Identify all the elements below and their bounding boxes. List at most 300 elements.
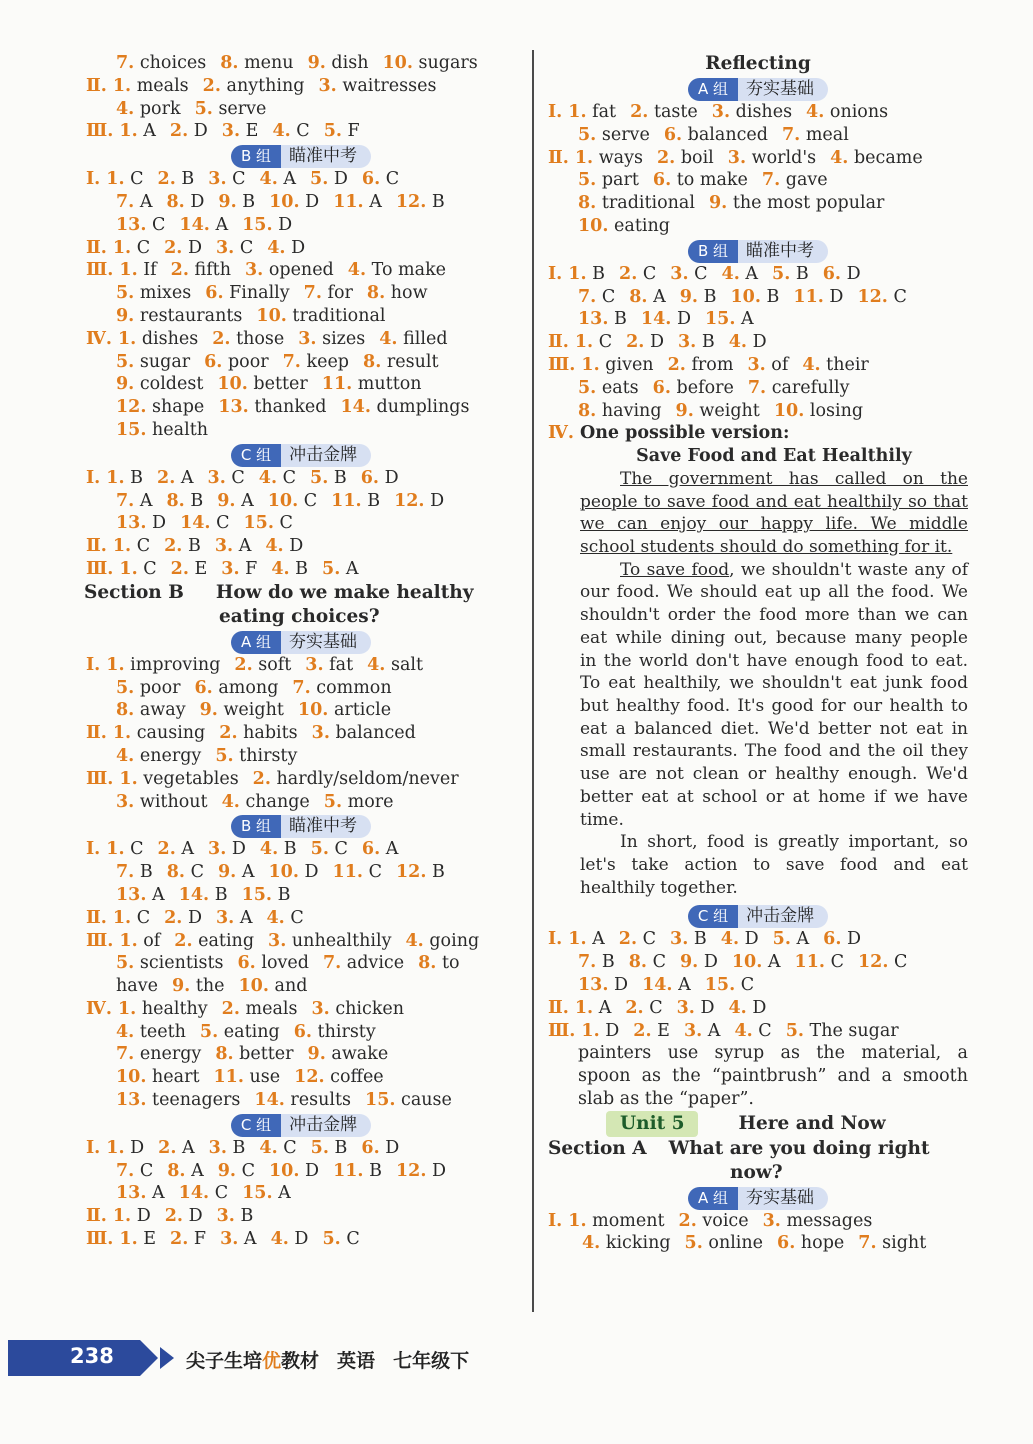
item-number: 12. bbox=[116, 397, 147, 418]
item-number: 2. bbox=[212, 328, 231, 349]
answer-text: common bbox=[316, 677, 392, 698]
answer-text: sight bbox=[882, 1233, 927, 1254]
item-number: 10. bbox=[268, 862, 299, 883]
item-number: 13. bbox=[116, 214, 147, 235]
answer-text: E bbox=[657, 1020, 670, 1041]
item-number: 4. bbox=[802, 354, 821, 375]
answer-text: balanced bbox=[687, 124, 768, 145]
answer-text: voice bbox=[702, 1210, 749, 1231]
answer-text: poor bbox=[139, 677, 181, 698]
item-number: 5. bbox=[323, 791, 343, 812]
item-number: 7. bbox=[116, 191, 135, 212]
answer-text: to bbox=[441, 953, 460, 974]
answer-text: waitresses bbox=[342, 75, 437, 96]
answer-text: B bbox=[232, 1137, 246, 1158]
item-number: 13. bbox=[116, 1183, 147, 1204]
answer-text: B bbox=[130, 467, 144, 488]
answer-text: meals bbox=[136, 75, 189, 96]
answer-text: more bbox=[347, 791, 394, 812]
group-badge: B 组 bbox=[688, 240, 738, 263]
answer-text: awake bbox=[331, 1044, 389, 1065]
left-column bbox=[86, 52, 516, 1251]
answer-text: causing bbox=[136, 723, 206, 744]
answer-text: have bbox=[116, 976, 158, 997]
answer-text: D bbox=[193, 121, 208, 142]
item-number: 7. bbox=[578, 286, 597, 307]
roman-numeral: Ⅲ. bbox=[86, 260, 114, 281]
item-number: 3. bbox=[762, 1210, 781, 1231]
item-number: 7. bbox=[781, 124, 801, 145]
answer-text: coffee bbox=[330, 1067, 384, 1088]
answer-row bbox=[548, 1232, 968, 1255]
answer-row bbox=[86, 768, 516, 791]
answer-text: D bbox=[384, 467, 399, 488]
answer-text: D bbox=[700, 997, 715, 1018]
item-number: 1. bbox=[581, 1020, 600, 1041]
answer-text: B bbox=[139, 862, 153, 883]
answer-row bbox=[86, 907, 516, 930]
answer-text: B bbox=[214, 884, 228, 905]
answer-text: A bbox=[152, 1183, 165, 1204]
item-number: 2. bbox=[252, 768, 271, 789]
item-number: 11. bbox=[793, 286, 824, 307]
item-number: 10. bbox=[217, 374, 248, 395]
answer-text: D bbox=[291, 237, 306, 258]
answer-text: B bbox=[431, 191, 445, 212]
answer-text: messages bbox=[786, 1210, 873, 1231]
item-number: 4. bbox=[259, 169, 278, 190]
answer-text: C bbox=[139, 1160, 154, 1181]
answer-row bbox=[86, 791, 516, 814]
answer-text: C bbox=[143, 558, 157, 579]
item-number: 1. bbox=[112, 75, 132, 96]
item-number: 14. bbox=[180, 513, 211, 534]
item-number: 7. bbox=[292, 677, 311, 698]
column-divider bbox=[532, 50, 534, 1312]
item-number: 5. bbox=[194, 98, 213, 119]
answer-text: C bbox=[649, 997, 663, 1018]
item-number: 14. bbox=[179, 214, 210, 235]
roman-numeral: Ⅰ. bbox=[548, 929, 563, 950]
answer-row bbox=[86, 419, 516, 442]
answer-text: B bbox=[701, 332, 715, 353]
group-title: 冲击金牌 bbox=[281, 444, 371, 467]
item-number: 4. bbox=[221, 791, 240, 812]
item-number: 6. bbox=[361, 1137, 380, 1158]
roman-numeral: Ⅰ. bbox=[548, 102, 563, 122]
item-number: 13. bbox=[116, 1090, 147, 1111]
item-number: 10. bbox=[382, 53, 413, 73]
item-number: 10. bbox=[269, 1160, 300, 1181]
answer-text: A bbox=[385, 839, 399, 860]
answer-text: C bbox=[740, 974, 755, 995]
roman-numeral: Ⅱ. bbox=[86, 75, 107, 96]
answer-text: B bbox=[283, 839, 297, 860]
item-number: 13. bbox=[578, 309, 609, 330]
item-number: 3. bbox=[216, 1206, 235, 1227]
answer-text: kicking bbox=[605, 1233, 671, 1254]
answer-text: D bbox=[847, 929, 862, 950]
item-number: 4. bbox=[720, 929, 740, 950]
answer-text: D bbox=[136, 1206, 151, 1227]
group-title: 冲击金牌 bbox=[281, 1114, 371, 1137]
group-title: 瞄准中考 bbox=[281, 815, 371, 838]
answer-text: D bbox=[614, 974, 629, 995]
answer-text: away bbox=[139, 700, 186, 721]
book-title bbox=[186, 1346, 469, 1373]
item-number: 8. bbox=[116, 700, 135, 721]
answer-text: traditional bbox=[292, 305, 386, 326]
roman-numeral: Ⅰ. bbox=[86, 1137, 101, 1158]
item-number: 1. bbox=[106, 1137, 125, 1158]
roman-numeral: Ⅰ. bbox=[86, 654, 101, 675]
answer-text: coldest bbox=[139, 374, 204, 395]
item-number: 3. bbox=[268, 930, 287, 951]
answer-row bbox=[86, 535, 516, 558]
item-number: 7. bbox=[282, 351, 301, 372]
item-number: 8. bbox=[578, 193, 597, 214]
answer-text: C bbox=[893, 286, 907, 307]
answer-text: C bbox=[130, 839, 144, 860]
answer-text: loved bbox=[261, 953, 309, 974]
answer-text: thirsty bbox=[317, 1021, 376, 1042]
item-number: 5. bbox=[310, 467, 329, 488]
answer-text: spoon as the “paintbrush” and a smooth bbox=[578, 1066, 968, 1087]
answer-text: world's bbox=[751, 147, 817, 168]
answer-text: C bbox=[642, 263, 657, 284]
group-badge: A 组 bbox=[231, 631, 281, 654]
item-number: 4. bbox=[728, 997, 747, 1018]
item-number: 2. bbox=[633, 1020, 652, 1041]
answer-row bbox=[86, 98, 516, 121]
item-number: 4. bbox=[259, 839, 279, 860]
answer-text: unhealthily bbox=[291, 930, 392, 951]
answer-text: fat bbox=[329, 654, 354, 675]
item-number: 2. bbox=[619, 263, 638, 284]
answer-text: B bbox=[592, 263, 606, 284]
item-number: 7. bbox=[747, 377, 767, 398]
answer-text: C bbox=[136, 237, 151, 258]
item-number: 5. bbox=[684, 1233, 703, 1254]
answer-text: D bbox=[294, 1229, 309, 1250]
answer-text: A bbox=[143, 121, 156, 142]
item-number: 8. bbox=[166, 191, 185, 212]
group-header-b bbox=[86, 143, 516, 168]
item-number: 5. bbox=[215, 745, 234, 766]
answer-text: C bbox=[296, 121, 310, 142]
item-number: 9. bbox=[679, 952, 699, 973]
answer-text: shape bbox=[152, 397, 205, 418]
item-number: 5. bbox=[116, 953, 135, 974]
answer-text: heart bbox=[152, 1067, 200, 1088]
grade-label: 七年级下 bbox=[393, 1350, 470, 1372]
item-number: 9. bbox=[217, 862, 237, 883]
answer-text: C bbox=[136, 536, 151, 557]
item-number: 5. bbox=[116, 283, 135, 304]
answer-text: sizes bbox=[322, 328, 366, 349]
item-number: 3. bbox=[305, 654, 324, 675]
item-number: 9. bbox=[116, 305, 135, 326]
answer-text: C bbox=[642, 929, 657, 950]
answer-text: eats bbox=[601, 377, 639, 398]
answer-row bbox=[86, 512, 516, 535]
item-number: 11. bbox=[213, 1067, 244, 1088]
answer-text: A bbox=[241, 862, 255, 883]
roman-numeral: Ⅱ. bbox=[86, 536, 107, 557]
essay-body bbox=[548, 468, 968, 899]
answer-text: weight bbox=[223, 700, 284, 721]
item-number: 2. bbox=[234, 654, 253, 675]
answer-text: hardly/seldom/never bbox=[276, 768, 459, 789]
answer-row bbox=[548, 354, 968, 377]
item-number: 4. bbox=[830, 147, 849, 168]
reflecting-heading: Reflecting bbox=[705, 53, 811, 74]
answer-text: C bbox=[652, 952, 666, 973]
answer-row bbox=[548, 400, 968, 423]
roman-numeral: Ⅲ. bbox=[86, 930, 114, 951]
item-number: 3. bbox=[683, 1020, 703, 1041]
essay-label: One possible version: bbox=[579, 423, 790, 444]
answer-text: A bbox=[345, 558, 359, 579]
item-number: 2. bbox=[164, 237, 183, 258]
item-number: 10. bbox=[730, 286, 761, 307]
answer-text: painters use syrup as the material, a bbox=[578, 1043, 968, 1064]
answer-text: losing bbox=[809, 400, 864, 421]
answer-text: slab as the “paper”. bbox=[578, 1088, 754, 1109]
item-number: 1. bbox=[106, 839, 125, 860]
answer-text: D bbox=[305, 191, 320, 212]
item-number: 14. bbox=[178, 884, 210, 905]
answer-text: mixes bbox=[139, 283, 192, 304]
answer-row bbox=[86, 467, 516, 490]
answer-text: D bbox=[187, 237, 202, 258]
subject-label: 英语 bbox=[337, 1350, 376, 1372]
group-title: 夯实基础 bbox=[738, 78, 828, 101]
group-badge: A 组 bbox=[688, 1187, 738, 1210]
item-number: 3. bbox=[311, 723, 330, 744]
item-number: 4. bbox=[116, 98, 135, 119]
answer-text: dishes bbox=[141, 328, 199, 349]
item-number: 12. bbox=[395, 191, 427, 212]
item-number: 1. bbox=[574, 997, 594, 1018]
answer-row bbox=[548, 286, 968, 309]
answer-text: To make bbox=[371, 260, 447, 281]
answer-text: The sugar bbox=[809, 1020, 899, 1041]
item-number: 4. bbox=[270, 1229, 289, 1250]
answer-text: those bbox=[236, 328, 285, 349]
item-number: 15. bbox=[243, 513, 274, 534]
roman-numeral: Ⅲ. bbox=[86, 121, 114, 142]
item-number: 1. bbox=[119, 1229, 138, 1250]
answer-row bbox=[548, 192, 968, 215]
answer-text: If bbox=[143, 260, 157, 281]
roman-numeral: Ⅰ. bbox=[86, 467, 101, 488]
item-number: 1. bbox=[117, 328, 137, 349]
item-number: 6. bbox=[652, 170, 672, 191]
item-number: 11. bbox=[794, 952, 825, 973]
section-title-cont: eating choices? bbox=[219, 605, 380, 627]
item-number: 11. bbox=[333, 1160, 364, 1181]
answer-text: having bbox=[601, 400, 662, 421]
answer-text: eating bbox=[614, 215, 670, 236]
item-number: 4. bbox=[259, 1137, 278, 1158]
answer-text: B bbox=[766, 286, 780, 307]
item-number: 3. bbox=[221, 121, 241, 142]
answer-text: balanced bbox=[335, 723, 416, 744]
item-number: 5. bbox=[322, 558, 341, 579]
answer-text: D bbox=[829, 286, 844, 307]
answer-text: ways bbox=[598, 147, 643, 168]
essay-paragraph-2 bbox=[580, 559, 968, 831]
item-number: 11. bbox=[321, 374, 353, 395]
roman-numeral: Ⅰ. bbox=[86, 169, 101, 190]
answer-text: D bbox=[231, 839, 246, 860]
answer-row bbox=[86, 975, 516, 998]
answer-text: A bbox=[678, 974, 691, 995]
item-number: 1. bbox=[568, 1210, 587, 1231]
answer-row bbox=[86, 1043, 516, 1066]
item-number: 8. bbox=[215, 1044, 234, 1065]
item-number: 10. bbox=[578, 215, 609, 236]
answer-text: B bbox=[601, 952, 615, 973]
answer-text: B bbox=[295, 558, 309, 579]
section-heading bbox=[84, 581, 516, 605]
item-number: 4. bbox=[265, 536, 284, 557]
item-number: 3. bbox=[676, 997, 695, 1018]
item-number: 3. bbox=[711, 102, 731, 122]
item-number: 3. bbox=[311, 998, 330, 1019]
item-number: 3. bbox=[215, 907, 235, 928]
answer-text: article bbox=[333, 700, 392, 721]
roman-numeral: Ⅳ. bbox=[86, 328, 112, 349]
answer-text: B bbox=[242, 191, 256, 212]
answer-row bbox=[86, 722, 516, 745]
item-number: 6. bbox=[777, 1233, 796, 1254]
roman-numeral: Ⅲ. bbox=[86, 558, 114, 579]
roman-numeral: Ⅱ. bbox=[86, 1206, 107, 1227]
brand-text: 尖子生培 bbox=[186, 1350, 263, 1372]
item-number: 12. bbox=[394, 490, 425, 511]
roman-numeral: Ⅰ. bbox=[86, 839, 101, 860]
answer-text: sugars bbox=[418, 53, 478, 73]
answer-row bbox=[86, 75, 516, 98]
answer-row bbox=[86, 558, 516, 581]
answer-text: without bbox=[139, 791, 208, 812]
answer-text: among bbox=[218, 677, 279, 698]
answer-text: dumplings bbox=[376, 397, 470, 418]
answer-text: A bbox=[278, 1183, 291, 1204]
item-number: 2. bbox=[656, 147, 676, 168]
item-number: 10. bbox=[269, 191, 300, 212]
answer-text: taste bbox=[653, 102, 698, 122]
group-badge: C 组 bbox=[231, 444, 281, 467]
item-number: 7. bbox=[322, 953, 342, 974]
answer-text: mutton bbox=[357, 374, 422, 395]
answer-text: C bbox=[830, 952, 844, 973]
roman-numeral: Ⅲ. bbox=[86, 768, 114, 789]
answer-text: salt bbox=[390, 654, 424, 675]
answer-text: carefully bbox=[771, 377, 850, 398]
answer-text: menu bbox=[244, 53, 294, 73]
answer-row bbox=[86, 838, 516, 861]
answer-text: B bbox=[190, 490, 204, 511]
answer-text: A bbox=[745, 263, 759, 284]
answer-text: eating bbox=[198, 930, 255, 951]
answer-text: C bbox=[694, 263, 708, 284]
answer-text: D bbox=[190, 191, 205, 212]
answer-text: better bbox=[253, 374, 308, 395]
group-header-c bbox=[86, 442, 516, 467]
answer-row bbox=[86, 654, 516, 677]
item-number: 4. bbox=[734, 1020, 753, 1041]
answer-text: B bbox=[277, 884, 291, 905]
answer-text: A bbox=[767, 952, 781, 973]
item-number: 9. bbox=[679, 286, 699, 307]
answer-text: serve bbox=[218, 98, 267, 119]
answer-row bbox=[86, 699, 516, 722]
answer-row bbox=[86, 282, 516, 305]
answer-row bbox=[548, 974, 968, 997]
section-title-cont: now? bbox=[730, 1161, 783, 1183]
roman-numeral: Ⅱ. bbox=[86, 723, 107, 744]
answer-text: C bbox=[216, 513, 230, 534]
answer-text: for bbox=[327, 283, 353, 304]
answer-text: going bbox=[429, 930, 480, 951]
answer-text: D bbox=[676, 309, 691, 330]
section-label: Section A bbox=[548, 1137, 647, 1159]
item-number: 5. bbox=[785, 1020, 804, 1041]
essay-intro bbox=[548, 422, 968, 445]
answer-row bbox=[86, 861, 516, 884]
item-number: 3. bbox=[214, 536, 234, 557]
item-number: 8. bbox=[220, 53, 239, 73]
answer-row bbox=[86, 1182, 516, 1205]
item-number: 1. bbox=[574, 147, 594, 168]
item-number: 13. bbox=[116, 513, 147, 534]
item-number: 4. bbox=[582, 1233, 601, 1254]
section-title: How do we make healthy bbox=[215, 581, 474, 603]
answer-text: energy bbox=[139, 1044, 202, 1065]
item-number: 8. bbox=[418, 953, 437, 974]
item-number: 1. bbox=[117, 998, 137, 1019]
answer-text: poor bbox=[227, 351, 269, 372]
answer-row bbox=[86, 1066, 516, 1089]
group-badge: B 组 bbox=[231, 145, 281, 168]
answer-text: before bbox=[676, 377, 734, 398]
item-number: 8. bbox=[366, 283, 386, 304]
item-number: 4. bbox=[806, 102, 825, 122]
answer-text: A bbox=[215, 214, 229, 235]
answer-text: E bbox=[143, 1229, 157, 1250]
item-number: 3. bbox=[215, 237, 235, 258]
roman-numeral: Ⅱ. bbox=[548, 147, 569, 168]
answer-text: A bbox=[283, 169, 297, 190]
answer-row bbox=[86, 191, 516, 214]
answer-text: A bbox=[239, 907, 253, 928]
group-header-a bbox=[548, 1185, 968, 1210]
answer-text: E bbox=[245, 121, 259, 142]
item-number: 2. bbox=[202, 75, 221, 96]
item-number: 1. bbox=[568, 102, 587, 122]
roman-numeral: Ⅱ. bbox=[548, 332, 569, 353]
item-number: 3. bbox=[207, 467, 226, 488]
item-number: 1. bbox=[112, 536, 132, 557]
answer-text: part bbox=[601, 170, 639, 191]
item-number: 12. bbox=[395, 1160, 427, 1181]
item-number: 2. bbox=[164, 536, 183, 557]
answer-text: D bbox=[152, 513, 167, 534]
item-number: 1. bbox=[568, 263, 587, 284]
